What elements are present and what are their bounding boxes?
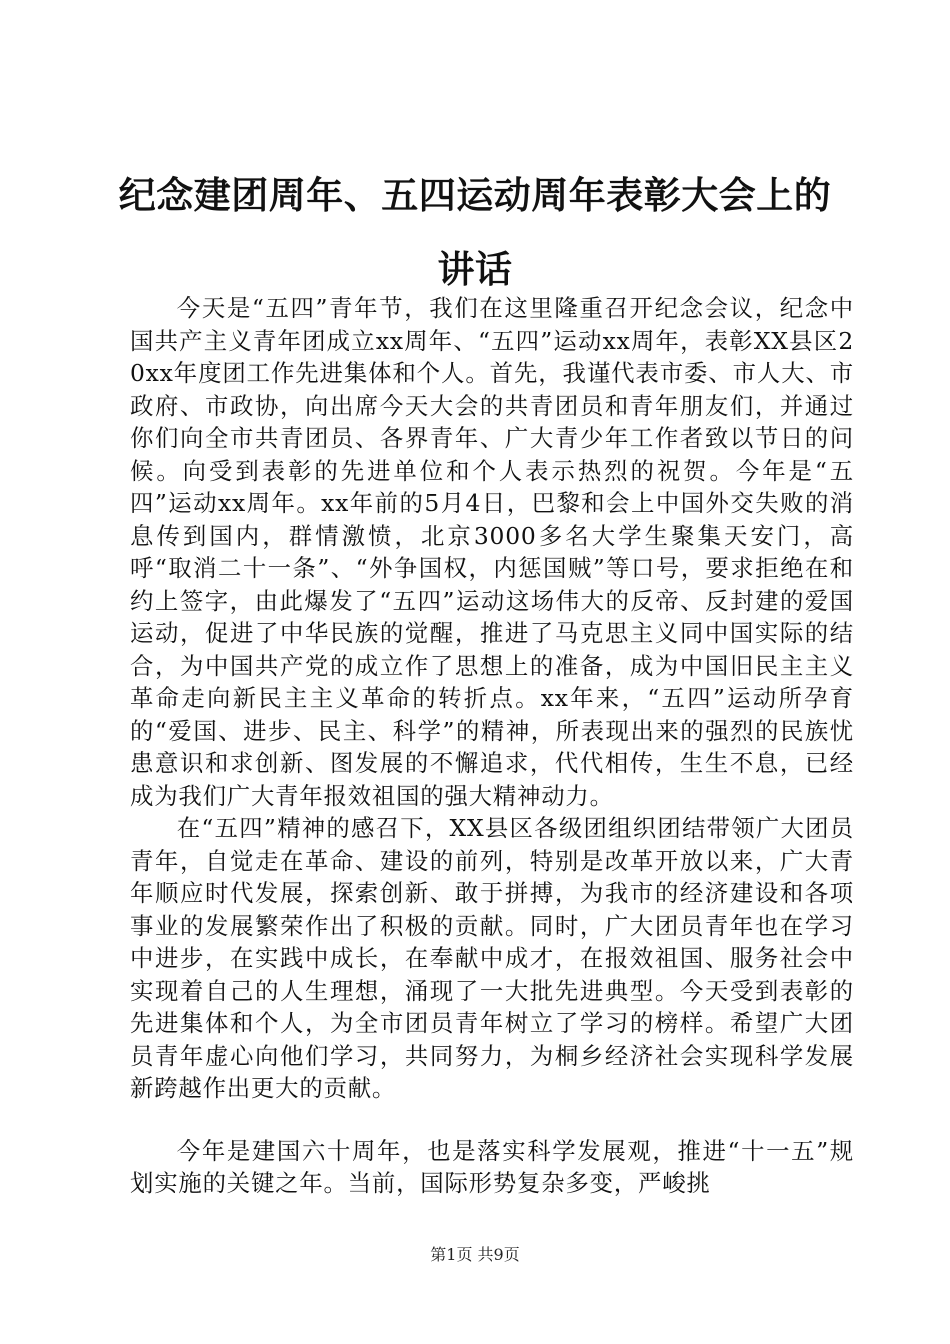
page-number-footer: 第1页 共9页 bbox=[430, 1245, 520, 1264]
document-body bbox=[130, 292, 854, 1200]
document-title: 纪念建团周年、五四运动周年表彰大会上的讲话 bbox=[118, 173, 832, 291]
paragraph-2: 在“五四”精神的感召下，XX县区各级团组织团结带领广大团员青年，自觉走在革命、建设的前列，特别是改革开放以来，广大青年顺应时代发展，探索创新、敢于拼搏，为我市的经济建设和各项事业的发展繁荣作出了积极的贡献。同时，广大团员青年也在学习中进步，在实践中成长，在奉献中成才，在报效祖国、服务社会中实现着自己的人生理想，涌现了一大批先进典型。今天受到表彰的先进集体和个人，为全市团员青年树立了学习的榜样。希望广大团员青年虚心向他们学习，共同努力，为桐乡经济社会实现科学发展新跨越作出更大的贡献。 bbox=[130, 814, 854, 1102]
paragraph-3: 今年是建国六十周年，也是落实科学发展观，推进“十一五”规划实施的关键之年。当前，国际形势复杂多变，严峻挑 bbox=[130, 1136, 854, 1197]
paragraph-1: 今天是“五四”青年节，我们在这里隆重召开纪念会议，纪念中国共产主义青年团成立xx周年、“五四”运动xx周年，表彰XX县区20xx年度团工作先进集体和个人。首先，我谨代表市委、市人大、市政府、市政协，向出席今天大会的共青团员和青年朋友们，并通过你们向全市共青团员、各界青年、广大青少年工作者致以节日的问候。向受到表彰的先进单位和个人表示热烈的祝贺。今年是“五四”运动xx周年。xx年前的5月4日，巴黎和会上中国外交失败的消息传到国内，群情激愤，北京3000多名大学生聚集天安门，高呼“取消二十一条”、“外争国权，内惩国贼”等口号，要求拒绝在和约上签字，由此爆发了“五四”运动这场伟大的反帝、反封建的爱国运动，促进了中华民族的觉醒，推进了马克思主义同中国实际的结合，为中国共产党的成立作了思想上的准备，成为中国旧民主主义革命走向新民主主义革命的转折点。xx年来，“五四”运动所孕育的“爱国、进步、民主、科学”的精神，所表现出来的强烈的民族忧患意识和求创新、图发展的不懈追求，代代相传，生生不息，已经成为我们广大青年报效祖国的强大精神动力。 bbox=[130, 294, 854, 810]
